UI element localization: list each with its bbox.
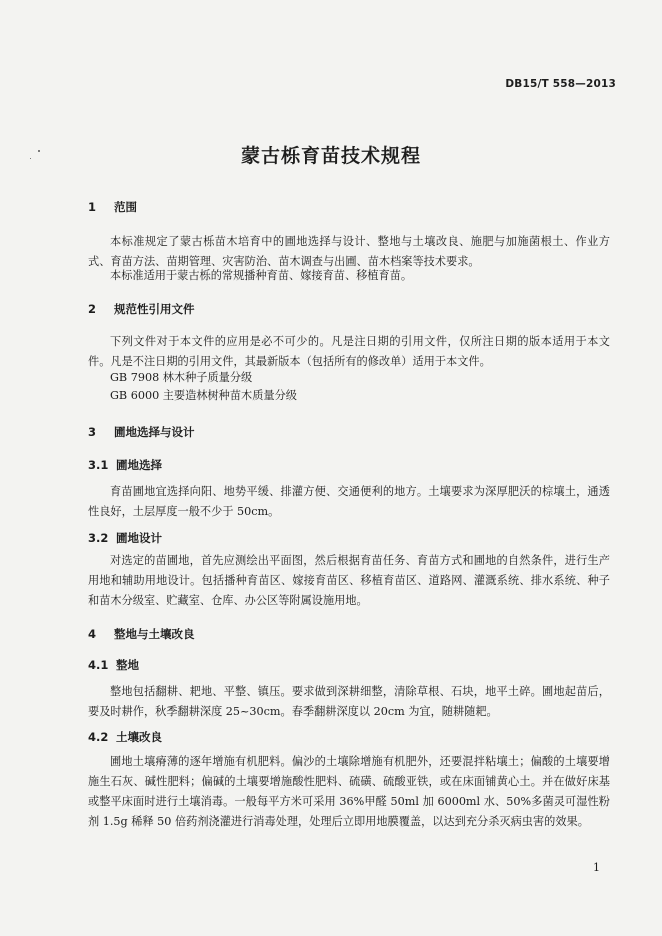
section-number: 1 xyxy=(88,200,97,214)
section-3-1-heading xyxy=(88,457,162,473)
section-1-heading xyxy=(88,199,137,215)
section-title: 圃地选择与设计 xyxy=(114,425,195,439)
document-title: 蒙古栎育苗技术规程 xyxy=(240,145,421,167)
page-number: 1 xyxy=(593,861,600,874)
subsection-number: 3.2 xyxy=(88,531,109,545)
section-title: 规范性引用文件 xyxy=(114,302,195,316)
section-2-heading xyxy=(88,301,195,317)
subsection-title: 圃地选择 xyxy=(116,458,162,472)
section-4-1-heading xyxy=(88,657,139,673)
subsection-number: 4.2 xyxy=(88,730,109,744)
subsection-title: 圃地设计 xyxy=(116,531,162,545)
section-3-heading xyxy=(88,424,195,440)
standard-code: DB15/T 558—2013 xyxy=(505,78,616,90)
section-1-paragraph-2: 本标准适用于蒙古栎的常规播种育苗、嫁接育苗、移植育苗。 xyxy=(110,269,413,282)
section-number: 3 xyxy=(88,425,97,439)
section-4-heading xyxy=(88,626,195,642)
section-3-2-paragraph: 对选定的苗圃地，首先应测绘出平面图，然后根据育苗任务、育苗方式和圃地的自然条件，进行生产用地和辅助用地设计。包括播种育苗区、嫁接育苗区、移植育苗区、道路网、灌溉系统、排水系统、种子和苗木分级室、贮藏室、仓库、办公区等附属设施用地。 xyxy=(88,554,610,607)
reference-gb6000: GB 6000 主要造林树种苗木质量分级 xyxy=(110,389,297,402)
subsection-title: 整地 xyxy=(116,658,139,672)
section-number: 4 xyxy=(88,627,97,641)
reference-gb7908: GB 7908 林木种子质量分级 xyxy=(110,371,253,384)
section-4-2-paragraph: 圃地土壤瘠薄的逐年增施有机肥料。偏沙的土壤除增施有机肥外，还要混拌粘壤土；偏酸的土壤要增施生石灰、碱性肥料；偏碱的土壤要增施酸性肥料、硫磺、硫酸亚铁，或在床面铺黄心土。并在做好床基或整平床面时进行土壤消毒。一般每平方米可采用 36%甲醛 50ml 加 6000ml 水、50%多菌灵可湿性粉剂 1.5g 稀释 50 倍药剂浇灌进行消毒处理，处理后立即用地膜覆盖，以达到充分杀灭病虫害的效果。 xyxy=(88,755,610,828)
section-1-paragraph-1: 本标准规定了蒙古栎苗木培育中的圃地选择与设计、整地与土壤改良、施肥与加施菌根土、作业方式、育苗方法、苗期管理、灾害防治、苗木调查与出圃、苗木档案等技术要求。 xyxy=(88,235,610,268)
section-4-1-paragraph: 整地包括翻耕、耙地、平整、镇压。要求做到深耕细整，清除草根、石块，地平土碎。圃地起苗后，要及时耕作，秋季翻耕深度 25~30cm。春季翻耕深度以 20cm 为宜，随耕随耙。 xyxy=(88,685,610,718)
section-2-paragraph-1: 下列文件对于本文件的应用是必不可少的。凡是注日期的引用文件，仅所注日期的版本适用于本文件。凡是不注日期的引用文件，其最新版本（包括所有的修改单）适用于本文件。 xyxy=(88,335,610,368)
subsection-title: 土壤改良 xyxy=(116,730,162,744)
section-3-1-paragraph: 育苗圃地宜选择向阳、地势平缓、排灌方便、交通便利的地方。土壤要求为深厚肥沃的棕壤土，通透性良好，土层厚度一般不少于 50cm。 xyxy=(88,485,610,518)
section-4-2-heading xyxy=(88,729,162,745)
section-title: 整地与土壤改良 xyxy=(114,627,195,641)
section-3-2-heading xyxy=(88,530,162,546)
section-number: 2 xyxy=(88,302,97,316)
section-title: 范围 xyxy=(114,200,137,214)
subsection-number: 3.1 xyxy=(88,458,109,472)
subsection-number: 4.1 xyxy=(88,658,109,672)
